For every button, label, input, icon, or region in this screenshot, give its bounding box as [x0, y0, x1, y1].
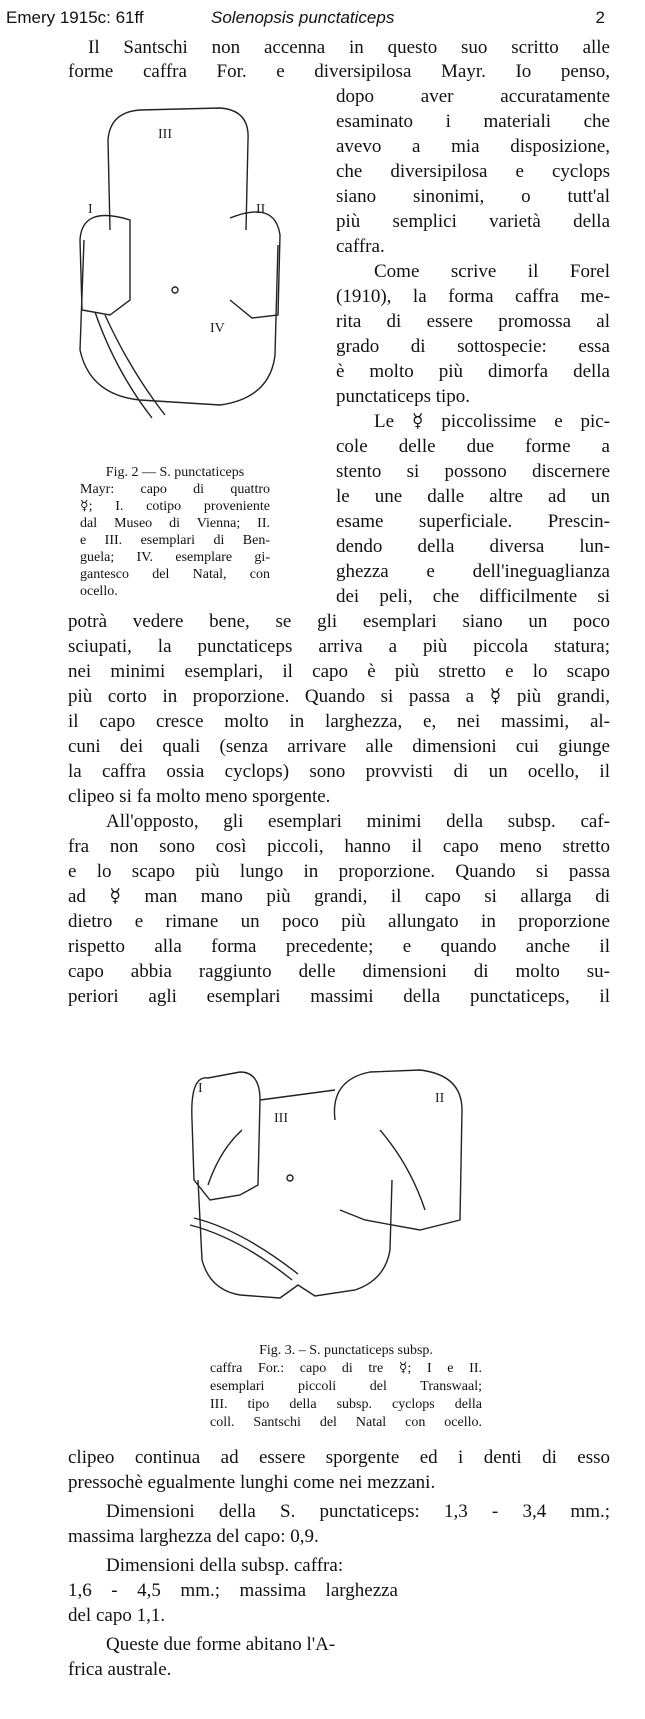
head-outline-IV	[80, 240, 278, 405]
text-line: del capo 1,1.	[68, 1605, 166, 1626]
text-line: che diversipilosa e cyclops	[336, 161, 610, 182]
running-title: Solenopsis punctaticeps	[211, 8, 395, 27]
fig3-caption-1: caffra For.: capo di tre ☿; I e II.	[210, 1361, 482, 1376]
text-line: massima larghezza del capo: 0,9.	[68, 1526, 319, 1547]
text-line: clipeo continua ad essere sporgente ed i denti di esso	[68, 1447, 610, 1468]
text-line: (1910), la forma caffra me-	[336, 286, 610, 307]
fig3-caption-0: Fig. 3. – S. punctaticeps subsp.	[259, 1343, 433, 1358]
text-line: sciupati, la punctaticeps arriva a più piccola statura;	[68, 636, 610, 657]
text-line: le une dalle altre ad un	[336, 486, 610, 507]
head-outline-III	[108, 108, 248, 230]
text-line: All'opposto, gli esemplari minimi della subsp. caf-	[106, 811, 610, 832]
text-line: Dimensioni della S. punctaticeps: 1,3 - 3,4 mm.;	[106, 1501, 610, 1522]
text-line: e lo scapo più lungo in proporzione. Quando si passa	[68, 861, 610, 882]
text-line: siano sinonimi, o tutt'al	[336, 186, 610, 207]
text-line: capo abbia raggiunto delle dimensioni di molto su-	[68, 961, 610, 982]
text-line: cole delle due forme a	[336, 436, 610, 457]
text-line: dietro e rimane un poco più allungato in proporzione	[68, 911, 610, 932]
fig3-caption-2: esemplari piccoli del Transwaal;	[210, 1379, 482, 1394]
text-line: rispetto alla forma precedente; e quando anche il	[68, 936, 610, 957]
antenna-scape	[208, 1130, 242, 1185]
fig2-caption-1: Mayr: capo di quattro	[80, 482, 270, 497]
text-line: cuni dei quali (senza arrivare alle dimensioni cui giunge	[68, 736, 610, 757]
text-line: stento si possono discernere	[336, 461, 610, 482]
ocellus	[287, 1175, 293, 1181]
text-line: avevo a mia disposizione,	[336, 136, 610, 157]
text-line: rita di essere promossa al	[336, 311, 610, 332]
fig2-caption-2: ☿; I. cotipo proveniente	[80, 499, 270, 514]
fig2-caption-6: gantesco del Natal, con	[80, 567, 270, 582]
text-line: caffra.	[336, 236, 385, 257]
text-line: Come scrive il Forel	[374, 261, 610, 282]
fig2-caption-0: Fig. 2 — S. punctaticeps	[105, 465, 245, 480]
text-line: clipeo si fa molto meno sporgente.	[68, 786, 331, 807]
text-line: il capo cresce molto in larghezza, e, nei massimi, al-	[68, 711, 610, 732]
citation: Emery 1915c: 61ff	[6, 8, 144, 27]
text-line: 1,6 - 4,5 mm.; massima larghezza	[68, 1580, 398, 1601]
head-outline-I	[80, 216, 130, 316]
fig2-label-IV: IV	[210, 321, 225, 336]
text-line: forme caffra For. e diversipilosa Mayr. Io penso,	[68, 61, 610, 82]
text-line: dei peli, che difficilmente si	[336, 586, 610, 607]
text-line: più semplici varietà della	[336, 211, 610, 232]
ocellus	[172, 287, 178, 293]
text-line: esame superficiale. Prescin-	[336, 511, 610, 532]
text-line: più corto in proporzione. Quando si passa a ☿ più grandi,	[68, 686, 610, 707]
fig3-caption-4: coll. Santschi del Natal con ocello.	[210, 1415, 482, 1430]
fig3-label-II: II	[435, 1091, 445, 1106]
page-number: 2	[595, 8, 605, 27]
fig3-caption-3: III. tipo della subsp. cyclops della	[210, 1397, 482, 1412]
figure-3-drawing	[180, 1060, 480, 1300]
text-line: pressochè egualmente lunghi come nei mezzani.	[68, 1472, 436, 1493]
fig2-caption-7: ocello.	[80, 584, 118, 599]
fig3-label-III: III	[274, 1111, 288, 1126]
text-line: periori agli esemplari massimi della punctaticeps, il	[68, 986, 610, 1007]
text-line: Le ☿ piccolissime e pic-	[374, 411, 610, 432]
fig2-caption-3: dal Museo di Vienna; II.	[80, 516, 270, 531]
text-line: dendo della diversa lun-	[336, 536, 610, 557]
fig2-label-I: I	[88, 202, 93, 217]
text-line: è molto più dimorfa della	[336, 361, 610, 382]
text-line: la caffra ossia cyclops) sono provvisti di un ocello, il	[68, 761, 610, 782]
text-line: Queste due forme abitano l'A-	[106, 1634, 336, 1655]
text-line: grado di sottospecie: essa	[336, 336, 610, 357]
text-line: dopo aver accuratamente	[336, 86, 610, 107]
figure-2-drawing	[70, 100, 310, 420]
text-line: frica australe.	[68, 1659, 172, 1680]
fig2-label-III: III	[158, 127, 172, 142]
fig2-caption-4: e III. esemplari di Ben-	[80, 533, 270, 548]
head-outline-II	[230, 212, 280, 318]
text-line: potrà vedere bene, se gli esemplari siano un poco	[68, 611, 610, 632]
page-header	[6, 8, 605, 30]
text-line: nei minimi esemplari, il capo è più stretto e lo scapo	[68, 661, 610, 682]
text-line: esaminato i materiali che	[336, 111, 610, 132]
fig2-label-II: II	[256, 202, 266, 217]
fig2-caption-5: guela; IV. esemplare gi-	[80, 550, 270, 565]
text-line: ghezza e dell'ineguaglianza	[336, 561, 610, 582]
text-line: Il Santschi non accenna in questo suo scritto alle	[88, 37, 610, 58]
text-line: fra non sono così piccoli, hanno il capo meno stretto	[68, 836, 610, 857]
fig3-label-I: I	[198, 1081, 203, 1096]
text-line: punctaticeps tipo.	[336, 386, 471, 407]
text-line: ad ☿ man mano più grandi, il capo si allarga di	[68, 886, 610, 907]
text-line: Dimensioni della subsp. caffra:	[106, 1555, 344, 1576]
